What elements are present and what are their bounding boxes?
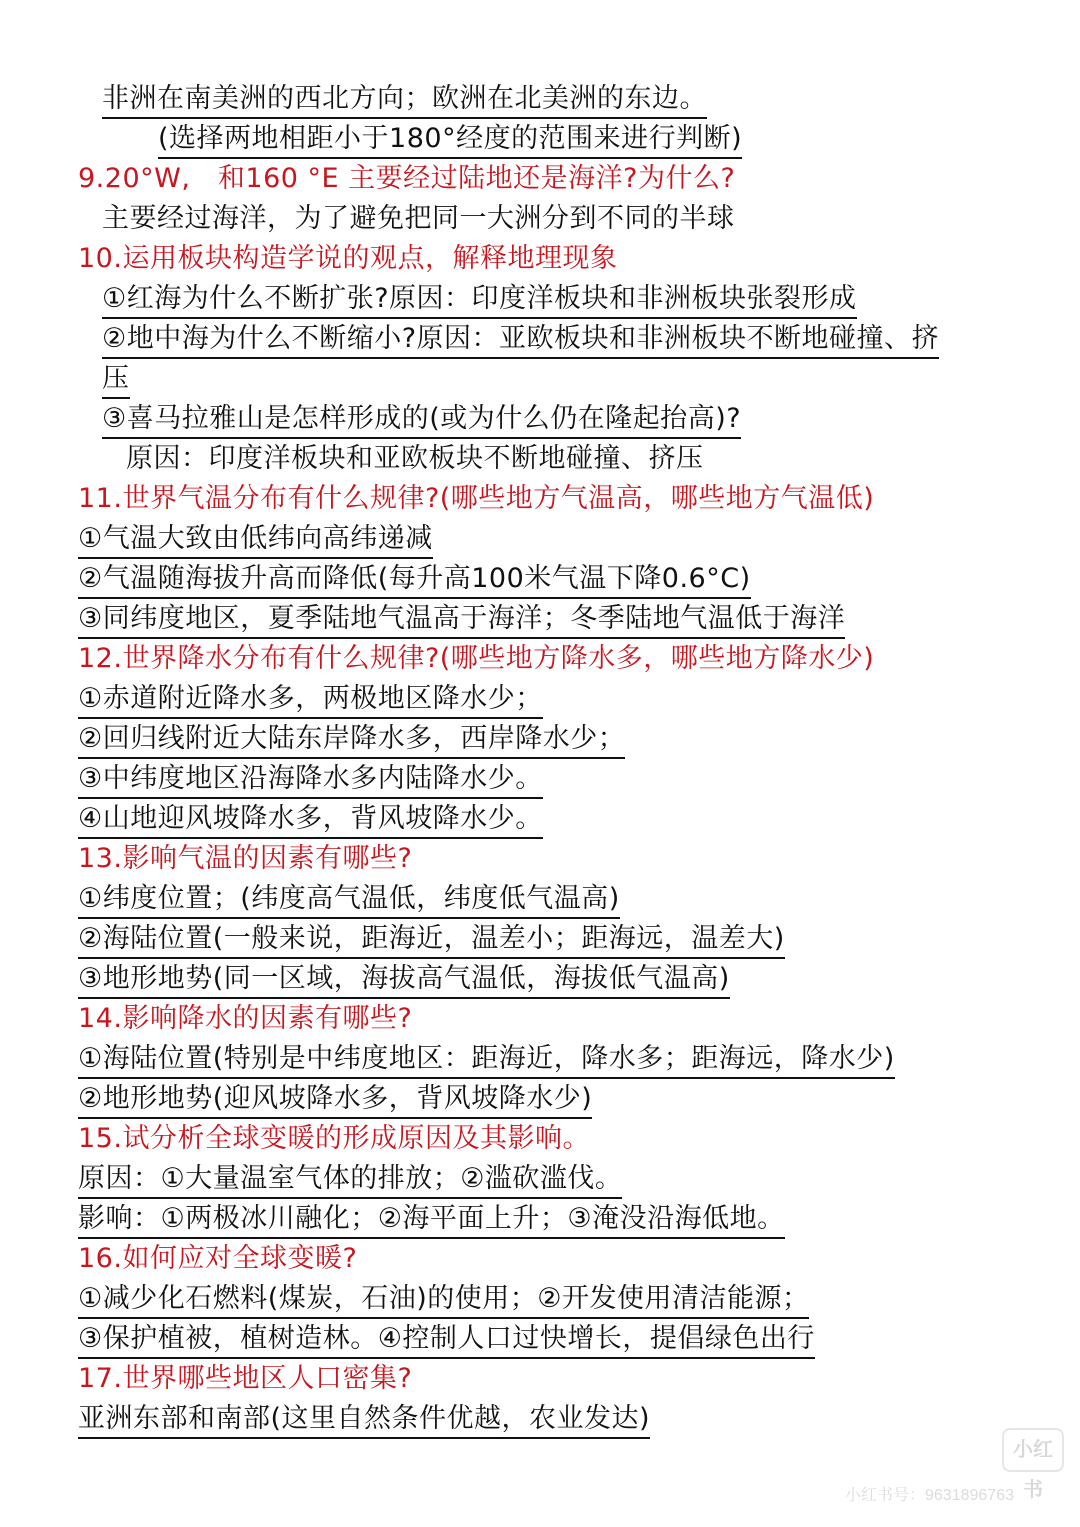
answer-line: ②地形地势(迎风坡降水多，背风坡降水少) [78,1082,592,1119]
answer-line: 亚洲东部和南部(这里自然条件优越，农业发达) [78,1402,650,1439]
question-9: 9.20°W, 和160 °E 主要经过陆地还是海洋?为什么? [78,163,736,194]
answer-line: ③喜马拉雅山是怎样形成的(或为什么仍在隆起抬高)? [102,402,741,439]
watermark-id: 小红书号：9631896763 [845,1487,1014,1504]
answer-line: ④山地迎风坡降水多，背风坡降水少。 [78,802,543,839]
answer-line: ③保护植被，植树造林。④控制人口过快增长，提倡绿色出行 [78,1322,815,1359]
question-17: 17.世界哪些地区人口密集? [78,1363,413,1394]
question-15: 15.试分析全球变暖的形成原因及其影响。 [78,1123,590,1154]
answer-line: ①纬度位置；(纬度高气温低，纬度低气温高) [78,882,620,919]
answer-line: ②气温随海拔升高而降低(每升高100米气温下降0.6°C) [78,562,751,599]
answer-line: 原因：①大量温室气体的排放；②滥砍滥伐。 [78,1162,622,1199]
answer-line: ②回归线附近大陆东岸降水多，西岸降水少； [78,722,625,759]
question-13: 13.影响气温的因素有哪些? [78,843,413,874]
answer-line: ③中纬度地区沿海降水多内陆降水少。 [78,762,543,799]
answer-line: ③地形地势(同一区域，海拔高气温低，海拔低气温高) [78,962,730,999]
answer-line: ②海陆位置(一般来说，距海近，温差小；距海远，温差大) [78,922,785,959]
answer-line: ③同纬度地区，夏季陆地气温高于海洋；冬季陆地气温低于海洋 [78,602,845,639]
answer-line: ①气温大致由低纬向高纬递减 [78,522,433,559]
answer-line: 主要经过海洋，为了避免把同一大洲分到不同的半球 [102,203,735,234]
watermark-logo: 小红书 [1002,1428,1064,1472]
answer-line: ①红海为什么不断扩张?原因：印度洋板块和非洲板块张裂形成 [102,282,857,319]
answer-line: ①减少化石燃料(煤炭，石油)的使用；②开发使用清洁能源； [78,1282,809,1319]
answer-line: ①海陆位置(特别是中纬度地区：距海近，降水多；距海远，降水少) [78,1042,895,1079]
answer-line-continued: 压 [102,362,130,399]
answer-line: ②地中海为什么不断缩小?原因：亚欧板块和非洲板块不断地碰撞、挤 [102,322,939,359]
answer-line: 原因：印度洋板块和亚欧板块不断地碰撞、挤压 [126,443,704,474]
question-14: 14.影响降水的因素有哪些? [78,1003,413,1034]
answer-note: (选择两地相距小于180°经度的范围来进行判断) [158,122,742,159]
answer-line: 影响：①两极冰川融化；②海平面上升；③淹没沿海低地。 [78,1202,785,1239]
question-10: 10.运用板块构造学说的观点，解释地理现象 [78,243,618,274]
question-12: 12.世界降水分布有什么规律?(哪些地方降水多，哪些地方降水少) [78,643,875,674]
question-16: 16.如何应对全球变暖? [78,1243,358,1274]
question-11: 11.世界气温分布有什么规律?(哪些地方气温高，哪些地方气温低) [78,483,875,514]
answer-line: ①赤道附近降水多，两极地区降水少； [78,682,543,719]
answer-line: 非洲在南美洲的西北方向；欧洲在北美洲的东边。 [102,82,707,119]
